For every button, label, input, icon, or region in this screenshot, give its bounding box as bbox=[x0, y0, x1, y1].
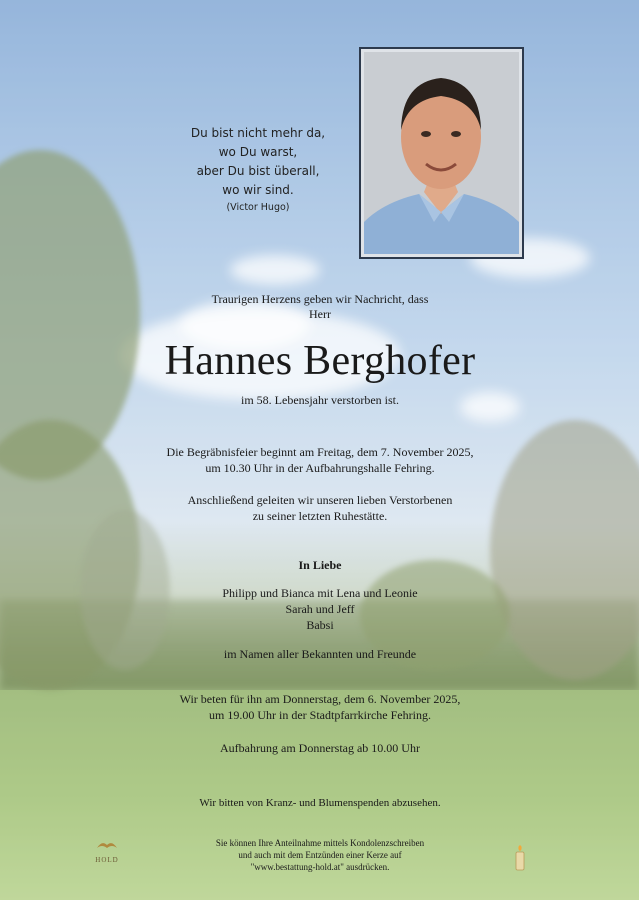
intro-text: Traurigen Herzens geben wir Nachricht, dass bbox=[211, 292, 429, 306]
family-members bbox=[100, 585, 540, 633]
quote-line: wo Du warst, bbox=[218, 145, 298, 159]
prayer-info bbox=[100, 691, 540, 723]
laying-out-info: Aufbahrung am Donnerstag ab 10.00 Uhr bbox=[220, 741, 420, 755]
prayer-line: Wir beten für ihn am Donnerstag, dem 6. November 2025, bbox=[179, 692, 461, 706]
candle-icon bbox=[514, 845, 526, 871]
family-heading: In Liebe bbox=[298, 558, 342, 572]
salutation: Herr bbox=[309, 307, 331, 321]
family-member: Sarah und Jeff bbox=[285, 602, 355, 616]
portrait-image bbox=[364, 52, 519, 254]
footer-line: und auch mit dem Entzünden einer Kerze auf bbox=[238, 850, 402, 860]
announcement-intro bbox=[100, 292, 540, 322]
quote-line: aber Du bist überall, bbox=[196, 164, 320, 178]
funeral-info bbox=[100, 444, 540, 476]
footer-line: Sie können Ihre Anteilnahme mittels Kondolenzschreiben bbox=[215, 838, 425, 848]
footer-line: "www.bestattung-hold.at" ausdrücken. bbox=[250, 862, 390, 872]
burial-line: Anschließend geleiten wir unseren lieben Verstorbenen bbox=[187, 493, 453, 507]
condolence-footer bbox=[100, 837, 540, 873]
flower-request: Wir bitten von Kranz- und Blumenspenden abzusehen. bbox=[199, 797, 441, 809]
funeral-line: um 10.30 Uhr in der Aufbahrungshalle Fehring. bbox=[205, 461, 435, 475]
bird-logo-icon bbox=[96, 839, 118, 851]
funeral-home-logo bbox=[86, 838, 128, 864]
quote-block bbox=[150, 124, 366, 216]
deceased-name: Hannes Berghofer bbox=[164, 338, 476, 384]
prayer-line: um 19.00 Uhr in der Stadtpfarrkirche Fehring. bbox=[209, 708, 431, 722]
quote-line: wo wir sind. bbox=[222, 183, 294, 197]
portrait-photo bbox=[359, 47, 524, 259]
funeral-line: Die Begräbnisfeier beginnt am Freitag, dem 7. November 2025, bbox=[166, 445, 474, 459]
family-others: im Namen aller Bekannten und Freunde bbox=[223, 647, 417, 661]
family-member: Philipp und Bianca mit Lena und Leonie bbox=[222, 586, 418, 600]
quote-author: (Victor Hugo) bbox=[226, 202, 290, 213]
logo-text: HOLD bbox=[95, 856, 119, 864]
age-line: im 58. Lebensjahr verstorben ist. bbox=[241, 393, 399, 407]
burial-line: zu seiner letzten Ruhestätte. bbox=[252, 509, 388, 523]
burial-info bbox=[100, 492, 540, 524]
quote-line: Du bist nicht mehr da, bbox=[190, 126, 326, 140]
family-member: Babsi bbox=[306, 618, 334, 632]
